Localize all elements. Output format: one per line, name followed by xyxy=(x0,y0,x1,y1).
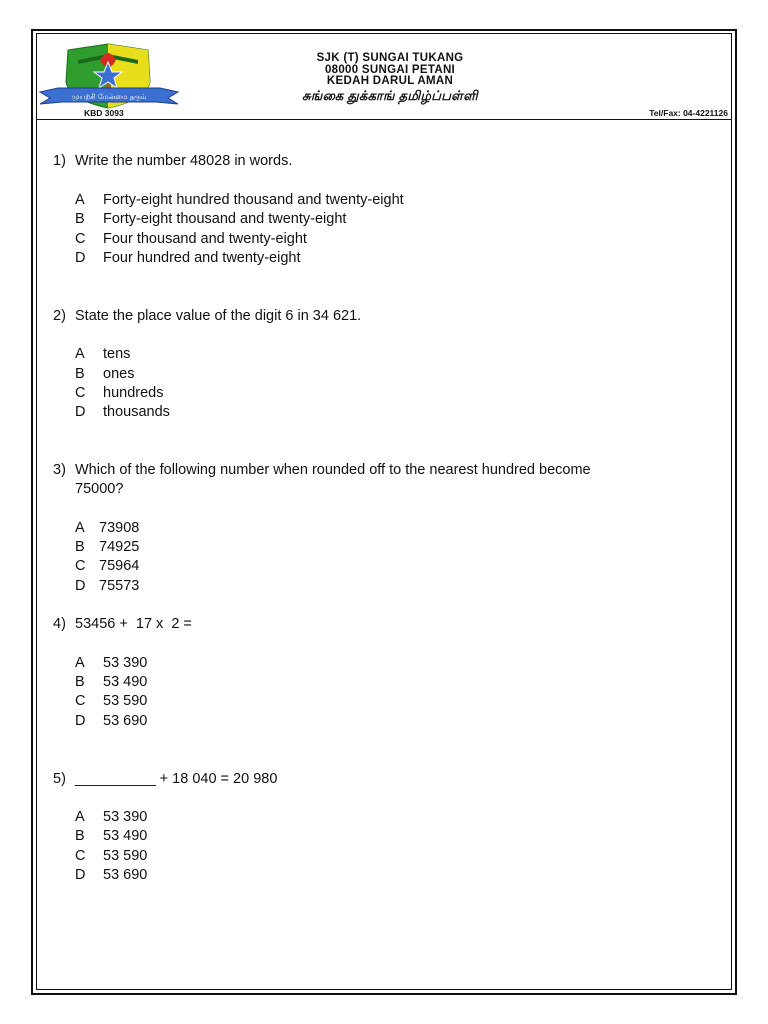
question-number: 1) xyxy=(53,153,66,169)
option-text: Four thousand and twenty-eight xyxy=(103,231,307,247)
question-text-line-1: Which of the following number when rounded off to the nearest hundred become xyxy=(75,462,591,478)
q5-option-d xyxy=(75,866,147,884)
question-text-line-2: 75000? xyxy=(75,481,124,497)
option-letter: D xyxy=(75,578,86,594)
question-number: 5) xyxy=(53,771,66,787)
question-3-continued xyxy=(75,480,123,498)
option-letter: C xyxy=(75,848,86,864)
option-letter: A xyxy=(75,192,85,208)
option-text: 75964 xyxy=(99,558,140,574)
question-1 xyxy=(53,152,292,170)
option-letter: A xyxy=(75,655,85,671)
option-letter: D xyxy=(75,713,86,729)
option-letter: C xyxy=(75,231,86,247)
question-text: __________ + 18 040 = 20 980 xyxy=(75,771,278,787)
q4-option-b xyxy=(75,673,147,691)
tel-fax: Tel/Fax: 04-4221126 xyxy=(649,108,728,118)
option-letter: A xyxy=(75,346,85,362)
option-letter: C xyxy=(75,693,86,709)
option-text: ones xyxy=(103,366,135,382)
option-letter: B xyxy=(75,366,85,382)
q4-option-c xyxy=(75,692,147,710)
q3-option-a xyxy=(75,519,139,537)
option-text: 53 390 xyxy=(103,809,148,825)
question-4 xyxy=(53,615,192,633)
option-text: 74925 xyxy=(99,539,140,555)
option-letter: D xyxy=(75,404,86,420)
question-text: Write the number 48028 in words. xyxy=(75,153,293,169)
option-letter: C xyxy=(75,385,86,401)
option-letter: B xyxy=(75,539,85,555)
q2-option-b xyxy=(75,365,134,383)
option-text: 73908 xyxy=(99,520,140,536)
option-text: 53 490 xyxy=(103,674,148,690)
header-divider xyxy=(36,119,732,120)
option-text: hundreds xyxy=(103,385,164,401)
option-letter: B xyxy=(75,674,85,690)
option-text: 53 590 xyxy=(103,693,148,709)
logo-ribbon-text: முயற்சி மேன்மை தரும் xyxy=(71,93,147,101)
question-number: 3) xyxy=(53,462,66,478)
question-2 xyxy=(53,307,361,325)
q5-option-c xyxy=(75,847,147,865)
option-text: 53 690 xyxy=(103,713,148,729)
option-letter: C xyxy=(75,558,86,574)
option-letter: B xyxy=(75,211,85,227)
option-text: Forty-eight hundred thousand and twenty-eight xyxy=(103,192,404,208)
school-name: SJK (T) SUNGAI TUKANG xyxy=(316,52,464,64)
q2-option-a xyxy=(75,345,130,363)
option-text: 53 390 xyxy=(103,655,148,671)
question-3 xyxy=(53,461,591,479)
q5-option-a xyxy=(75,808,147,826)
q2-option-c xyxy=(75,384,163,402)
option-letter: D xyxy=(75,867,86,883)
option-letter: A xyxy=(75,809,85,825)
q1-option-c xyxy=(75,230,307,248)
option-text: 53 590 xyxy=(103,848,148,864)
school-logo xyxy=(38,42,180,110)
q4-option-d xyxy=(75,712,147,730)
q1-option-a xyxy=(75,191,404,209)
school-address: 08000 SUNGAI PETANI xyxy=(324,63,456,76)
option-text: tens xyxy=(103,346,131,362)
school-code: KBD 3093 xyxy=(84,108,124,118)
q3-option-c xyxy=(75,557,139,575)
question-number: 2) xyxy=(53,308,66,324)
school-state: KEDAH DARUL AMAN xyxy=(326,75,454,87)
option-text: thousands xyxy=(103,404,170,420)
q1-option-d xyxy=(75,249,301,267)
option-letter: A xyxy=(75,520,85,536)
q1-option-b xyxy=(75,210,346,228)
question-5 xyxy=(53,770,277,788)
option-text: 53 690 xyxy=(103,867,148,883)
q4-option-a xyxy=(75,654,147,672)
option-letter: B xyxy=(75,828,85,844)
question-text: State the place value of the digit 6 in 34 621. xyxy=(75,308,362,324)
option-letter: D xyxy=(75,250,86,266)
question-text: 53456 + 17 x 2 = xyxy=(75,616,192,632)
q2-option-d xyxy=(75,403,170,421)
option-text: Four hundred and twenty-eight xyxy=(103,250,301,266)
school-header xyxy=(220,53,560,104)
q5-option-b xyxy=(75,827,147,845)
school-tamil-name: சுங்கை துக்காங் தமிழ்ப்பள்ளி xyxy=(302,87,478,103)
question-number: 4) xyxy=(53,616,66,632)
q3-option-b xyxy=(75,538,139,556)
option-text: Forty-eight thousand and twenty-eight xyxy=(103,211,347,227)
option-text: 75573 xyxy=(99,578,140,594)
q3-option-d xyxy=(75,577,139,595)
option-text: 53 490 xyxy=(103,828,148,844)
